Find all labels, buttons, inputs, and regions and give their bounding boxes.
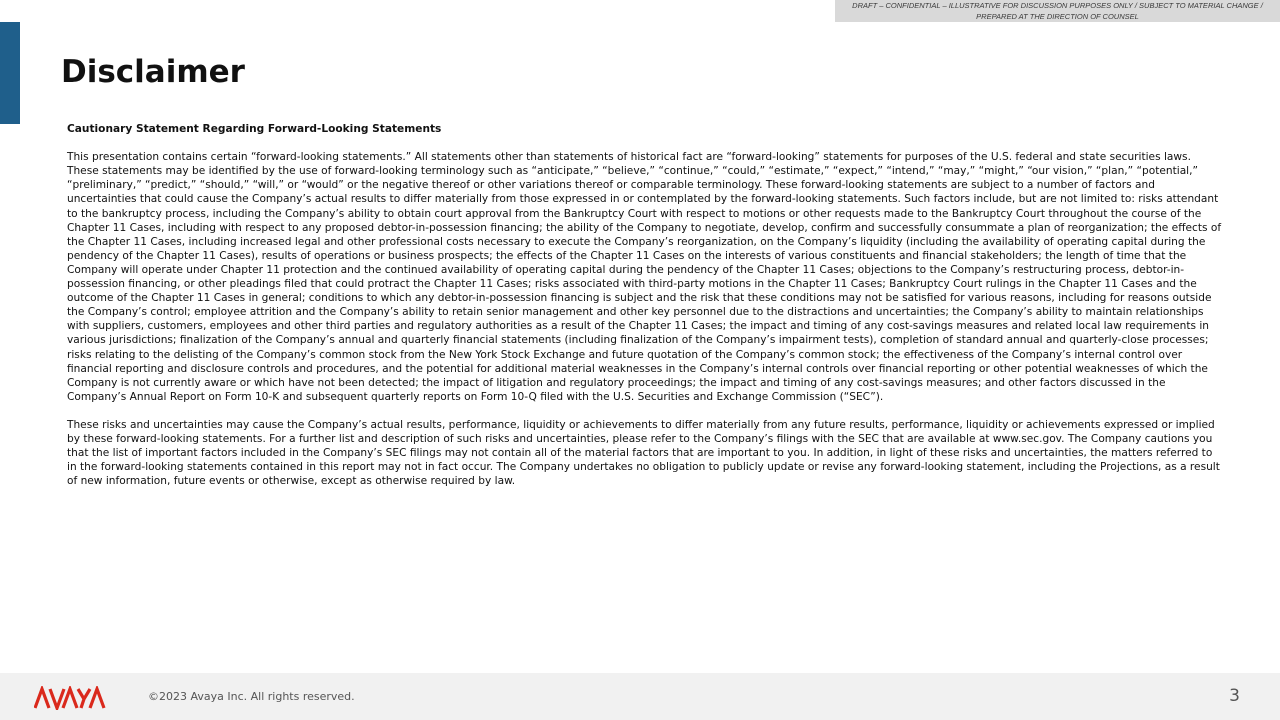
accent-bar	[0, 22, 20, 124]
avaya-logo	[34, 686, 106, 710]
page-number: 3	[1229, 686, 1240, 706]
paragraph-forward-looking: This presentation contains certain “forward-looking statements.” All statements other than statements of historical fact are “forward-looking” statements for purposes of the U.S. federal and state securities laws. These statements may be identified by the use of forward-looking terminology such as “anticipate,” “believe,” “continue,” “could,” “estimate,” “expect,” “intend,” “may,” “might,” “our vision,” “plan,” “potential,” “preliminary,” “predict,” “should,” “will,” or “would” or the negative thereof or other variations thereof or comparable terminology. These forward-looking statements are subject to a number of factors and uncertainties that could cause the Company’s actual results to differ materially from those expressed in or contemplated by the forward-looking statements. Such factors include, but are not limited to: risks attendant to the bankruptcy process, including the Company’s ability to obtain court approval from the Bankruptcy Court with respect to motions or other requests made to the Bankruptcy Court throughout the course of the Chapter 11 Cases, including with respect to any proposed debtor-in-possession financing; the ability of the Company to negotiate, develop, confirm and successfully consummate a plan of reorganization; the effects of the Chapter 11 Cases, including increased legal and other professional costs necessary to execute the Company’s reorganization, on the Company’s liquidity (including the availability of operating capital during the pendency of the Chapter 11 Cases), results of operations or business prospects; the effects of the Chapter 11 Cases on the interests of various constituents and financial stakeholders; the length of time that the Company will operate under Chapter 11 protection and the continued availability of operating capital during the pendency of the Chapter 11 Cases; objections to the Company’s restructuring process, debtor-in-possession financing, or other pleadings filed that could protract the Chapter 11 Cases; risks associated with third-party motions in the Chapter 11 Cases; Bankruptcy Court rulings in the Chapter 11 Cases and the outcome of the Chapter 11 Cases in general; conditions to which any debtor-in-possession financing is subject and the risk that these conditions may not be satisfied for various reasons, including for reasons outside the Company’s control; employee attrition and the Company’s ability to retain senior management and other key personnel due to the distractions and uncertainties; the Company’s ability to maintain relationships with suppliers, customers, employees and other third parties and regulatory authorities as a result of the Chapter 11 Cases; the impact and timing of any cost-savings measures and related local law requirements in various jurisdictions; finalization of the Company’s annual and quarterly financial statements (including finalization of the Company’s impairment tests), completion of standard annual and quarterly-close processes; risks relating to the delisting of the Company’s common stock from the New York Stock Exchange and future quotation of the Company’s common stock; the effectiveness of the Company’s internal control over financial reporting and disclosure controls and procedures, and the potential for additional material weaknesses in the Company’s internal controls over financial reporting or other potential weaknesses of which the Company is not currently aware or which have not been detected; the impact of litigation and regulatory proceedings; the impact and timing of any cost-savings measures; and other factors discussed in the Company’s Annual Report on Form 10-K and subsequent quarterly reports on Form 10-Q filed with the U.S. Securities and Exchange Commission (“SEC”).	[67, 151, 1222, 403]
section-heading: Cautionary Statement Regarding Forward-Looking Statements	[67, 123, 442, 135]
disclaimer-body	[67, 122, 1225, 503]
paragraph-risks: These risks and uncertainties may cause the Company’s actual results, performance, liquidity or achievements to differ materially from any future results, performance, liquidity or achievements expressed or implied by these forward-looking statements. For a further list and description of such risks and uncertainties, please refer to the Company’s filings with the SEC that are available at www.sec.gov. The Company cautions you that the list of important factors included in the Company’s SEC filings may not contain all of the material factors that are important to you. In addition, in light of these risks and uncertainties, the matters referred to in the forward-looking statements contained in this report may not in fact occur. The Company undertakes no obligation to publicly update or revise any forward-looking statement, including the Projections, as a result of new information, future events or otherwise, except as otherwise required by law.	[67, 418, 1220, 488]
footer	[0, 673, 1280, 720]
draft-banner	[835, 0, 1280, 22]
page-title: Disclaimer	[61, 54, 245, 90]
copyright-text: ©2023 Avaya Inc. All rights reserved.	[148, 690, 355, 703]
draft-banner-line-1: DRAFT – CONFIDENTIAL – ILLUSTRATIVE FOR DISCUSSION PURPOSES ONLY / SUBJECT TO MATERIAL CHANGE /	[852, 1, 1263, 10]
draft-banner-line-2: PREPARED AT THE DIRECTION OF COUNSEL	[976, 12, 1139, 21]
